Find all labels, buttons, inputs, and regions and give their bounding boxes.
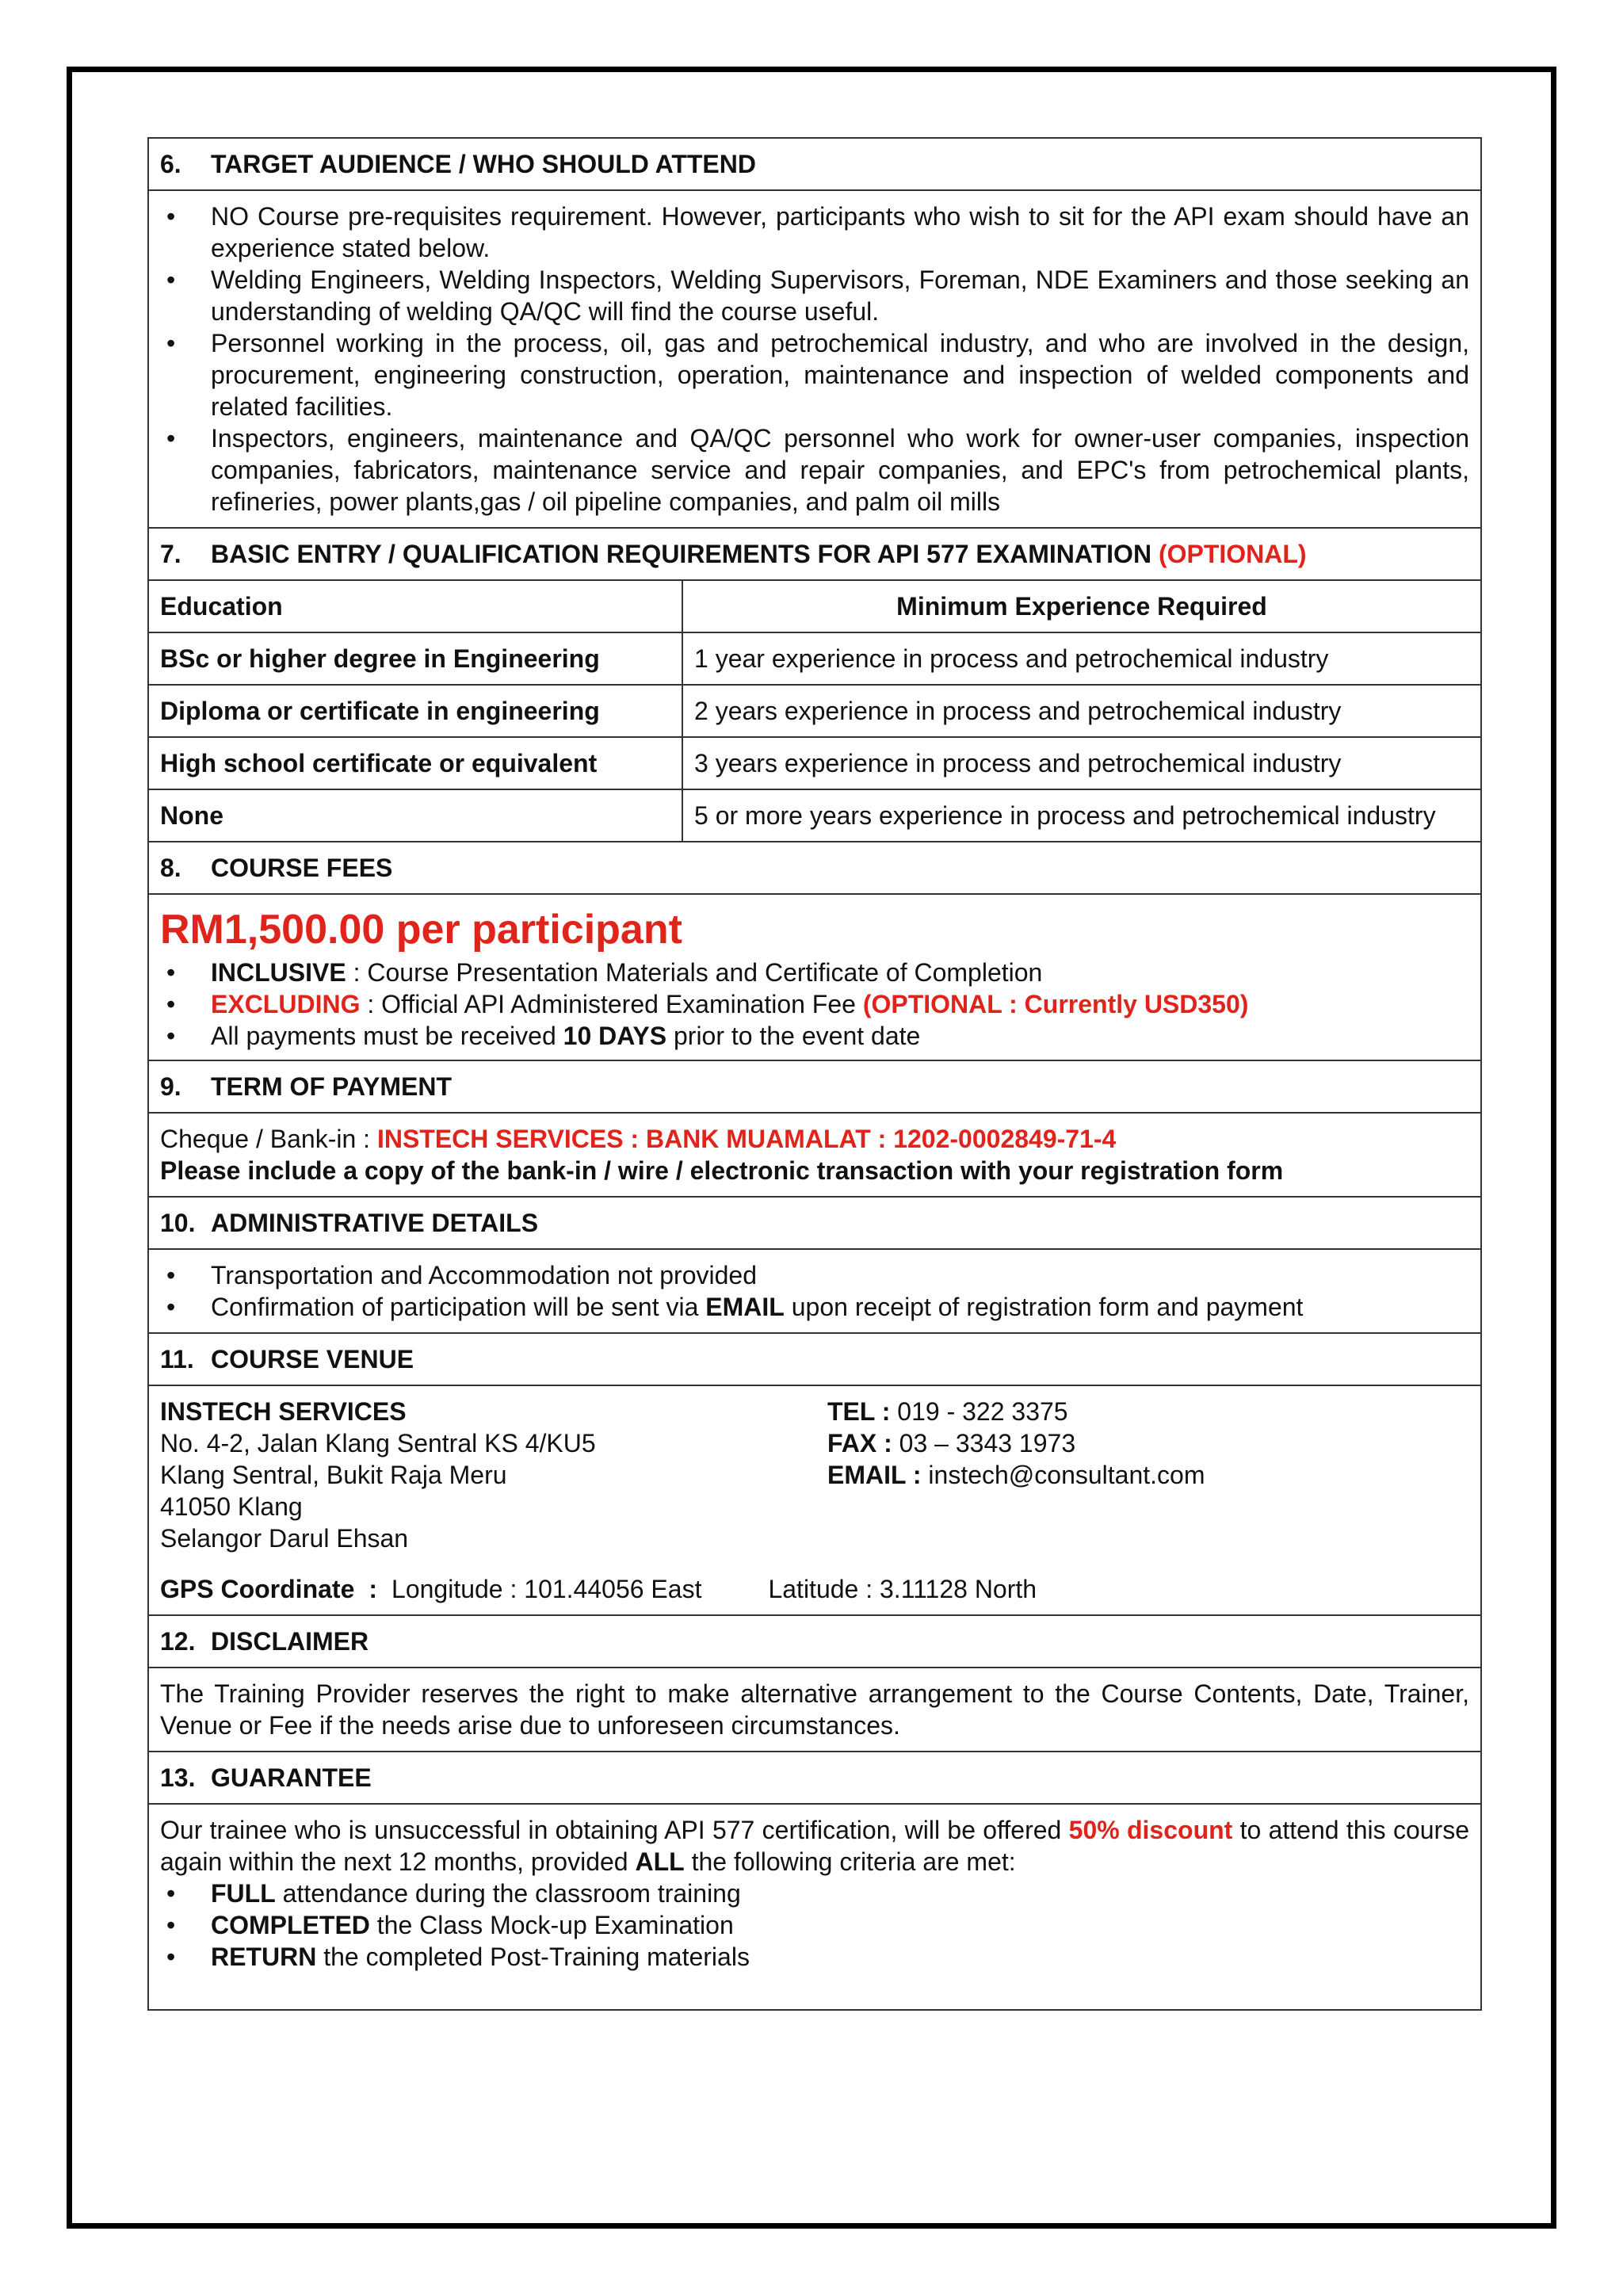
section-9-header xyxy=(149,1061,1480,1114)
section-7-optional-tag xyxy=(1151,540,1307,569)
criteria-text: attendance during the classroom training xyxy=(275,1879,741,1908)
experience-column-header: Minimum Experience Required xyxy=(896,592,1267,621)
section-11-number: 11. xyxy=(160,1344,194,1373)
payment-text-post: prior to the event date xyxy=(666,1022,921,1050)
guarantee-text-post: the following criteria are met: xyxy=(684,1847,1016,1876)
section-10-body xyxy=(149,1250,1480,1334)
tel-label: TEL : xyxy=(827,1397,891,1426)
inclusive-text: : Course Presentation Materials and Certificate of Completion xyxy=(346,958,1043,987)
criteria-keyword: COMPLETED xyxy=(211,1911,370,1939)
gps-colon: : xyxy=(369,1575,378,1603)
confirmation-text-post: upon receipt of registration form and payment xyxy=(784,1293,1304,1321)
section-12-header xyxy=(149,1616,1480,1668)
section-12-body xyxy=(149,1668,1480,1752)
fax-line xyxy=(827,1427,1469,1459)
disclaimer-text: The Training Provider reserves the right to make alternative arrangement to the Course Contents, Date, Trainer, Venue or Fee if the needs arise due to unforeseen circumstances. xyxy=(160,1679,1469,1740)
guarantee-text-pre: Our trainee who is unsuccessful in obtaining API 577 certification, will be offered xyxy=(160,1816,1069,1844)
payment-account-line xyxy=(160,1123,1469,1155)
section-11-body xyxy=(149,1386,1480,1616)
gps-longitude: Longitude : 101.44056 East xyxy=(391,1575,702,1603)
cheque-label: Cheque / Bank-in : xyxy=(160,1125,377,1153)
venue-contacts xyxy=(827,1396,1469,1554)
admin-details-list xyxy=(160,1259,1469,1323)
venue-grid xyxy=(160,1396,1469,1554)
section-8-body xyxy=(149,895,1480,1061)
experience-cell: 3 years experience in process and petrochemical industry xyxy=(694,749,1342,777)
education-cell: High school certificate or equivalent xyxy=(149,738,683,789)
tel-line xyxy=(827,1396,1469,1427)
guarantee-text-mid: to attend this course again within the next 12 months, provided xyxy=(160,1816,1470,1876)
experience-cell: 1 year experience in process and petrochemical industry xyxy=(694,644,1329,673)
section-7-number: 7. xyxy=(160,539,181,568)
qualification-table xyxy=(149,581,1480,842)
fax-value: 03 – 3343 1973 xyxy=(892,1429,1076,1457)
list-item xyxy=(160,1909,1469,1941)
gps-label: GPS Coordinate xyxy=(160,1575,355,1603)
section-13-body xyxy=(149,1805,1480,2009)
section-6-body xyxy=(149,191,1480,529)
section-12-number: 12. xyxy=(160,1626,196,1656)
criteria-keyword: RETURN xyxy=(211,1943,317,1971)
optional-label: (OPTIONAL) xyxy=(1158,539,1307,568)
email-label: EMAIL : xyxy=(827,1461,922,1489)
experience-cell: 5 or more years experience in process and petrochemical industry xyxy=(694,801,1436,830)
course-fee-amount: RM1,500.00 per participant xyxy=(160,907,682,953)
section-8-header xyxy=(149,842,1480,895)
section-13-title: GUARANTEE xyxy=(211,1763,372,1792)
venue-company: INSTECH SERVICES xyxy=(160,1397,407,1426)
fax-label: FAX : xyxy=(827,1429,892,1457)
confirmation-method: EMAIL xyxy=(705,1293,785,1321)
list-item xyxy=(160,1878,1469,1909)
section-10-number: 10. xyxy=(160,1208,196,1237)
list-item: • Welding Engineers, Welding Inspectors, Welding Supervisors, Foreman, NDE Examiners and those seeking an understanding of welding QA/QC will find the course useful. xyxy=(160,264,1469,327)
guarantee-discount: 50% discount xyxy=(1068,1816,1233,1844)
list-item xyxy=(160,957,1469,988)
table-row xyxy=(149,686,1480,738)
list-item: • Transportation and Accommodation not provided xyxy=(160,1259,1469,1291)
fee-details-list xyxy=(160,957,1469,1052)
section-10-title: ADMINISTRATIVE DETAILS xyxy=(211,1208,539,1237)
list-item: • Personnel working in the process, oil, gas and petrochemical industry, and who are involved in the design, procurement, engineering construction, operation, maintenance and inspection of welded components and related facilities. xyxy=(160,327,1469,422)
criteria-text: the Class Mock-up Examination xyxy=(369,1911,734,1939)
table-row xyxy=(149,633,1480,686)
excluding-optional: (OPTIONAL : Currently USD350) xyxy=(862,990,1249,1018)
education-cell: None xyxy=(149,790,683,841)
section-9-number: 9. xyxy=(160,1072,181,1101)
address-line: 41050 Klang xyxy=(160,1492,303,1521)
section-10-header xyxy=(149,1198,1480,1250)
list-item xyxy=(160,988,1469,1020)
table-row xyxy=(149,790,1480,842)
payment-text-pre: All payments must be received xyxy=(211,1022,563,1050)
venue-address xyxy=(160,1396,827,1554)
list-item xyxy=(160,1941,1469,1973)
list-item: • NO Course pre-requisites requirement. However, participants who wish to sit for the API exam should have an experience stated below. xyxy=(160,201,1469,264)
address-line: No. 4-2, Jalan Klang Sentral KS 4/KU5 xyxy=(160,1429,596,1457)
criteria-keyword: FULL xyxy=(211,1879,276,1908)
section-7-title: BASIC ENTRY / QUALIFICATION REQUIREMENTS FOR API 577 EXAMINATION xyxy=(211,539,1152,568)
inclusive-label: INCLUSIVE xyxy=(211,958,346,987)
experience-cell: 2 years experience in process and petrochemical industry xyxy=(694,697,1342,725)
list-item xyxy=(160,1291,1469,1323)
gps-coordinate-line xyxy=(160,1573,1469,1605)
education-cell: Diploma or certificate in engineering xyxy=(149,686,683,736)
section-6-header xyxy=(149,139,1480,191)
section-8-title: COURSE FEES xyxy=(211,853,393,882)
gps-latitude: Latitude : 3.11128 North xyxy=(768,1575,1037,1603)
email-value: instech@consultant.com xyxy=(921,1461,1205,1489)
criteria-text: the completed Post-Training materials xyxy=(316,1943,750,1971)
section-11-header xyxy=(149,1334,1480,1386)
section-7-header xyxy=(149,529,1480,581)
excluding-label: EXCLUDING xyxy=(211,990,361,1018)
bank-account: INSTECH SERVICES : BANK MUAMALAT : 1202-0002849-71-4 xyxy=(376,1125,1117,1153)
address-line: Klang Sentral, Bukit Raja Meru xyxy=(160,1461,507,1489)
payment-note: Please include a copy of the bank-in / wire / electronic transaction with your registration form xyxy=(160,1156,1284,1185)
tel-value: 019 - 322 3375 xyxy=(890,1397,1068,1426)
section-13-number: 13. xyxy=(160,1763,196,1792)
course-info-table xyxy=(147,137,1482,2011)
section-12-title: DISCLAIMER xyxy=(211,1626,369,1656)
list-item xyxy=(160,1020,1469,1052)
education-column-header: Education xyxy=(149,581,683,632)
section-6-number: 6. xyxy=(160,149,181,178)
section-8-number: 8. xyxy=(160,853,181,882)
table-row xyxy=(149,738,1480,790)
list-item: • Inspectors, engineers, maintenance and QA/QC personnel who work for owner-user companies, inspection companies, fabricators, maintenance service and repair companies, and EPC's from petrochemical plants, refineries, power plants,gas / oil pipeline companies, and palm oil mills xyxy=(160,422,1469,518)
confirmation-text-pre: Confirmation of participation will be sent via xyxy=(211,1293,706,1321)
email-line xyxy=(827,1459,1469,1491)
education-cell: BSc or higher degree in Engineering xyxy=(149,633,683,684)
guarantee-all: ALL xyxy=(635,1847,685,1876)
section-11-title: COURSE VENUE xyxy=(211,1344,414,1373)
guarantee-criteria-list xyxy=(160,1878,1469,1973)
excluding-text: : Official API Administered Examination Fee xyxy=(360,990,863,1018)
guarantee-intro xyxy=(160,1814,1469,1878)
section-13-header xyxy=(149,1752,1480,1805)
section-6-title: TARGET AUDIENCE / WHO SHOULD ATTEND xyxy=(211,149,756,178)
target-audience-list xyxy=(160,201,1469,518)
address-line: Selangor Darul Ehsan xyxy=(160,1524,409,1553)
section-9-body xyxy=(149,1114,1480,1198)
section-9-title: TERM OF PAYMENT xyxy=(211,1072,453,1101)
payment-deadline: 10 DAYS xyxy=(563,1022,667,1050)
qualification-header-row xyxy=(149,581,1480,633)
